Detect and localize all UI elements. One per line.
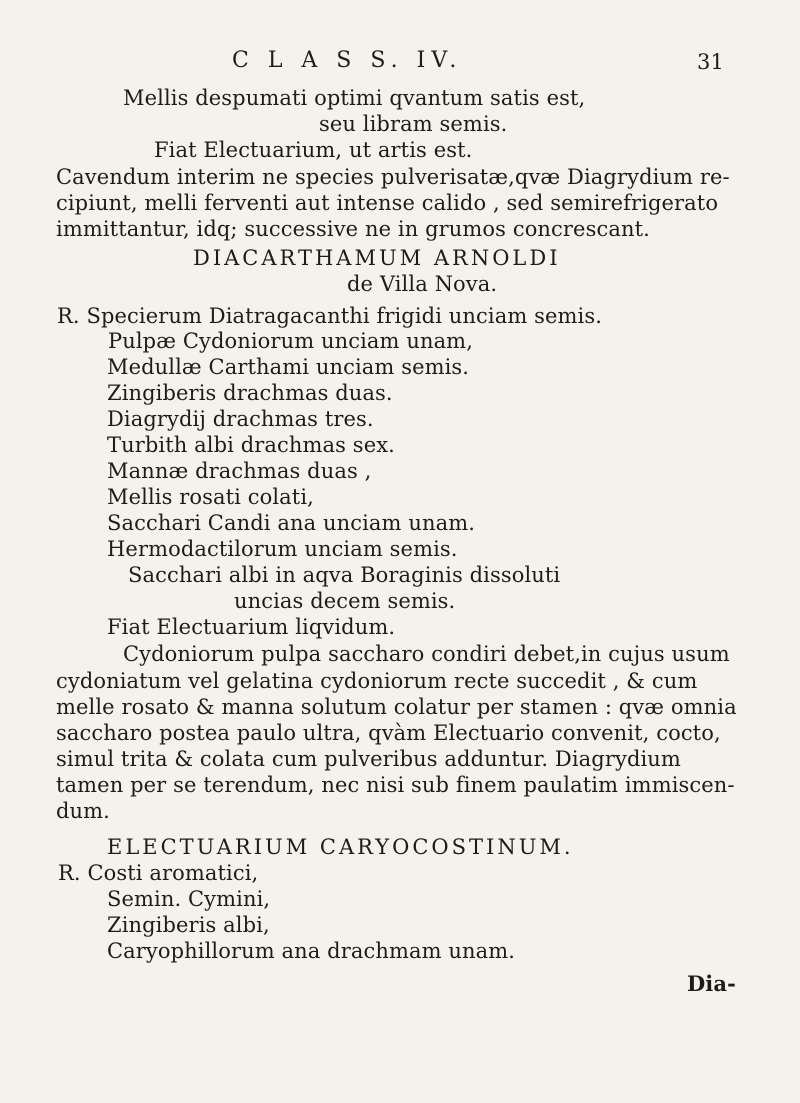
recipe-line: Turbith albi drachmas sex. [107,433,395,457]
recipe-line: Zingiberis albi, [107,913,270,937]
recipe-line: Mannæ drachmas duas , [107,459,372,483]
section-subheading: de Villa Nova. [347,272,498,296]
text-line: Fiat Electuarium, ut artis est. [154,138,473,162]
text-line: cydoniatum vel gelatina cydoniorum recte succedit , & cum [56,669,698,693]
recipe-line: uncias decem semis. [234,589,456,613]
recipe-line: Fiat Electuarium liqvidum. [107,615,396,639]
recipe-line: Diagrydij drachmas tres. [107,407,374,431]
recipe-line: Semin. Cymini, [107,887,271,911]
recipe-line: Caryophillorum ana drachmam unam. [107,939,516,963]
text-line: melle rosato & manna solutum colatur per stamen : qvæ omnia [56,695,737,719]
page-number: 31 [697,50,724,74]
text-line: Cydoniorum pulpa saccharo condiri debet,in cujus usum [123,642,730,666]
text-line: immittantur, idq; successive ne in grumos concrescant. [56,217,650,241]
section-heading: DIACARTHAMUM ARNOLDI [193,246,561,270]
text-line: cipiunt, melli ferventi aut intense calido , sed semirefrigerato [56,191,719,215]
text-line: dum. [56,799,110,823]
recipe-line: Mellis rosati colati, [107,485,314,509]
text-line: saccharo postea paulo ultra, qvàm Electuario convenit, cocto, [56,721,721,745]
recipe-line: R. Specierum Diatragacanthi frigidi unciam semis. [57,304,603,328]
recipe-line: Zingiberis drachmas duas. [107,381,393,405]
recipe-line: Hermodactilorum unciam semis. [107,537,458,561]
recipe-line: Sacchari albi in aqva Boraginis dissoluti [128,563,561,587]
text-line: Mellis despumati optimi qvantum satis est, [123,86,586,110]
section-heading: ELECTUARIUM CARYOCOSTINUM. [107,835,574,859]
recipe-line: Sacchari Candi ana unciam unam. [107,511,475,535]
text-line: Cavendum interim ne species pulverisatæ,qvæ Diagrydium re- [56,165,730,189]
text-line: tamen per se terendum, nec nisi sub finem paulatim immiscen- [56,773,735,797]
text-line: simul trita & colata cum pulveribus adduntur. Diagrydium [56,747,681,771]
catchword: Dia- [687,971,736,996]
running-title: C L A S S. IV. [232,48,463,73]
recipe-line: Pulpæ Cydoniorum unciam unam, [108,329,473,353]
text-line: seu libram semis. [319,112,508,136]
recipe-line: R. Costi aromatici, [58,861,259,885]
recipe-line: Medullæ Carthami unciam semis. [107,355,470,379]
